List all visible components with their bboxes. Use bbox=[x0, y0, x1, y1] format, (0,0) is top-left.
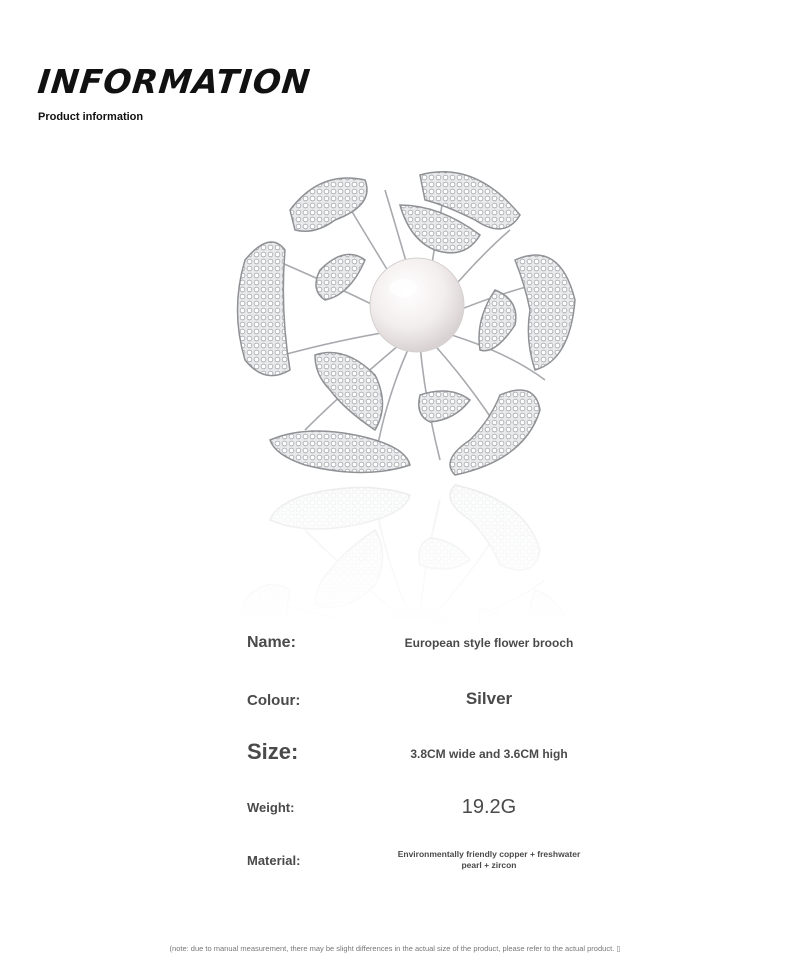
size-label: Size: bbox=[247, 739, 299, 764]
page-title: INFORMATION bbox=[35, 62, 313, 101]
size-value: 3.8CM wide and 3.6CM high bbox=[410, 747, 568, 761]
material-value-line1: Environmentally friendly copper + freshwater bbox=[397, 849, 581, 859]
material-label: Material: bbox=[247, 853, 301, 868]
page-subtitle: Product information bbox=[38, 111, 144, 123]
material-value-line2: pearl + zircon bbox=[461, 860, 517, 870]
weight-label: Weight: bbox=[247, 800, 295, 815]
name-label: Name: bbox=[247, 634, 296, 651]
colour-label: Colour: bbox=[247, 692, 301, 709]
weight-value: 19.2G bbox=[461, 796, 517, 818]
material-value bbox=[385, 849, 593, 871]
brooch-image bbox=[225, 160, 585, 630]
measurement-note: (note: due to manual measurement, there may be slight differences in the actual size of the product, please refer to the actual product. ▯ bbox=[169, 944, 621, 953]
colour-value: Silver bbox=[465, 689, 513, 708]
pearl-flower-brooch-icon bbox=[225, 160, 585, 630]
name-value: European style flower brooch bbox=[404, 636, 574, 650]
